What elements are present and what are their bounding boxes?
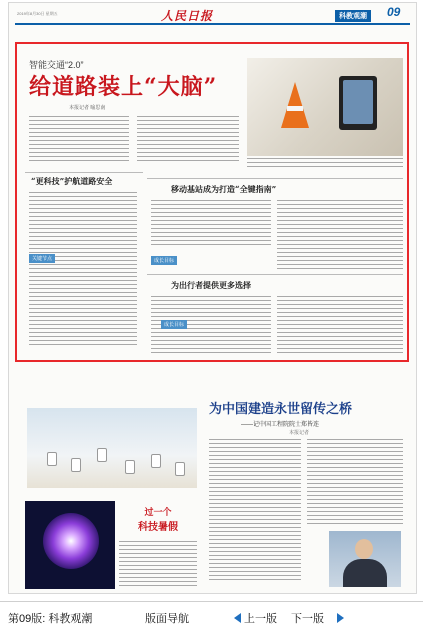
masthead-rule [15, 23, 410, 25]
robot-icon [175, 462, 185, 476]
page-number: 09 [387, 5, 401, 19]
lower-article-headline[interactable]: 为中国建造永世留传之桥 [209, 402, 353, 417]
lower-article-byline: 本报记者 [289, 430, 310, 436]
masthead [9, 3, 416, 33]
text-column [151, 200, 271, 248]
newspaper-logo: 人民日报 [161, 9, 214, 23]
page-navigation-bar [0, 601, 423, 637]
robots-photo [27, 408, 197, 488]
plasma-ball-photo [25, 501, 115, 589]
page-nav-link[interactable]: 版面导航 [145, 613, 189, 625]
subhead-3: 为出行者提供更多选择 [171, 280, 251, 290]
traffic-cone-icon [281, 82, 309, 128]
portrait-photo [329, 531, 401, 587]
divider [147, 274, 403, 275]
text-column [137, 116, 239, 164]
article-byline: 本报记者 喻思南 [69, 105, 106, 111]
text-column [29, 116, 129, 164]
section-tag: 成长目标 [161, 320, 187, 329]
prev-arrow-icon[interactable] [234, 613, 241, 623]
section-badge: 科教观潮 [335, 10, 371, 22]
photo-caption [247, 158, 403, 170]
text-column [209, 439, 301, 583]
masthead-date: 2019年8月30日 星期五 [17, 11, 58, 16]
current-page-label: 第09版: 科教观潮 [8, 613, 93, 625]
text-column [119, 541, 197, 589]
newspaper-page [8, 2, 417, 594]
section-tag: 关键节点 [29, 254, 55, 263]
text-column [307, 439, 403, 527]
feature-tag: 过一个 科技暑假 [138, 508, 178, 533]
robot-icon [47, 452, 57, 466]
subhead-2: 移动基站成为打造“全键指南” [171, 184, 277, 194]
robot-icon [97, 448, 107, 462]
prev-page-link[interactable]: 上一版 [244, 613, 277, 625]
text-column [277, 296, 403, 356]
article-kicker: 智能交通“2.0” [29, 60, 84, 70]
lower-article-deck: ——记中国工程院院士郑皆连 [241, 422, 320, 428]
robot-icon [151, 454, 161, 468]
next-arrow-icon[interactable] [337, 613, 344, 623]
lead-article-frame[interactable] [15, 42, 409, 362]
robot-icon [71, 458, 81, 472]
divider [147, 178, 403, 179]
section-tag: 成长目标 [151, 256, 177, 265]
text-column [29, 192, 137, 348]
robot-icon [125, 460, 135, 474]
text-column [277, 200, 403, 272]
next-page-link[interactable]: 下一版 [291, 613, 324, 625]
subhead-1: “更科技”护航道路安全 [31, 176, 113, 186]
article-headline[interactable]: 给道路装上“大脑” [29, 74, 218, 100]
divider [25, 172, 143, 173]
article-photo [247, 58, 403, 156]
